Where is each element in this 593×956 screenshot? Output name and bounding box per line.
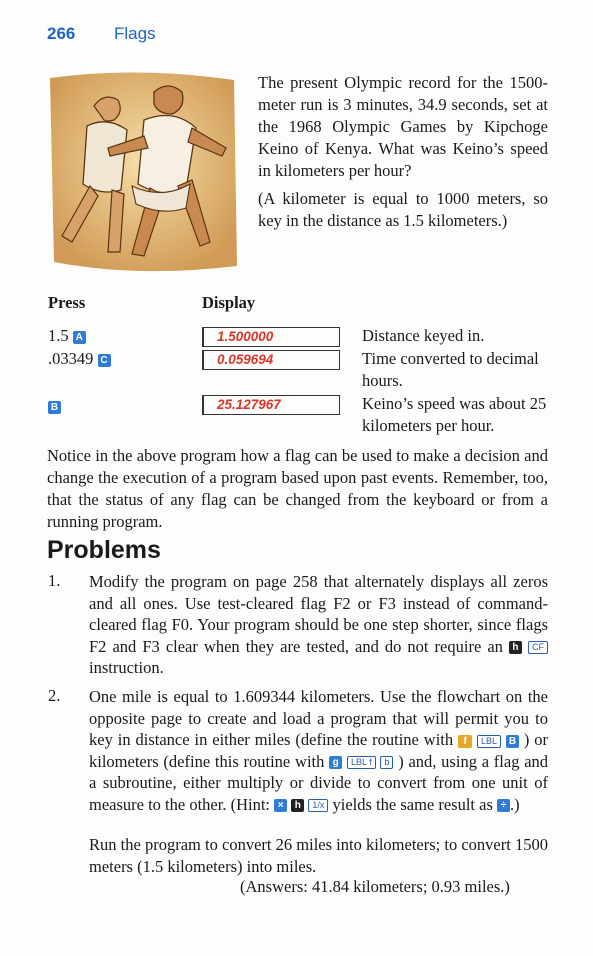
display-readout-1: 1.500000 bbox=[202, 327, 340, 347]
intro-text bbox=[258, 72, 548, 238]
press-row-2 bbox=[48, 349, 111, 369]
intro-paragraph-2: (A kilometer is equal to 1000 meters, so key in the distance as 1.5 kilometers.) bbox=[258, 189, 548, 230]
press-row-1 bbox=[48, 326, 86, 346]
runners-illustration bbox=[32, 66, 242, 278]
reciprocal-key-icon: 1/x bbox=[308, 799, 328, 812]
problem-2-number: 2. bbox=[48, 686, 61, 705]
h-key-icon: h bbox=[509, 641, 522, 654]
problem-2-text-b: ) or kilometers (define this routine with bbox=[89, 730, 549, 771]
display-readout-2: 0.059694 bbox=[202, 350, 340, 370]
problem-2-text-c: ) and, using a flag and a subroutine, either multiply or divide to convert from one unit of measure to the other. (Hint: bbox=[89, 751, 549, 814]
answers: (Answers: 41.84 kilometers; 0.93 miles.) bbox=[240, 877, 510, 896]
cf-key-icon: CF bbox=[528, 641, 548, 654]
problem-2-text-d: yields the same result as bbox=[332, 794, 493, 814]
press-value: 1.5 bbox=[48, 326, 69, 345]
lbl-f-key-icon: LBL f bbox=[347, 756, 376, 769]
problem-1-text-a: Modify the program on page 258 that alternately displays all zeros and all ones. Use test-cleared flag F2 or F3 instead of command-cleared flag F0. Your program should be one step shorter, since flags F2 and F3 clear when they are tested, and do not require an bbox=[89, 572, 548, 656]
problems-heading: Problems bbox=[47, 536, 161, 564]
flag-explanation-paragraph: Notice in the above program how a flag can be used to make a decision and change the execution of a program based upon past events. Remember, too, that the status of any flag can be changed from the keyboard or from a running program. bbox=[47, 446, 548, 531]
key-a-icon: A bbox=[73, 331, 86, 344]
problem-2-text-e: .) bbox=[510, 794, 520, 814]
key-c-icon: C bbox=[98, 354, 111, 367]
b-lower-key-icon: b bbox=[380, 756, 393, 769]
problem-2-text-a: One mile is equal to 1.609344 kilometers. Use the flowchart on the opposite page to create and load a program that will permit you to key in distance in either miles (define the routine with bbox=[89, 687, 548, 749]
note-1: Distance keyed in. bbox=[362, 326, 485, 345]
g-key-icon: g bbox=[329, 756, 342, 769]
h-key-icon: h bbox=[291, 799, 304, 812]
problem-1-text bbox=[89, 571, 548, 679]
run-instructions: Run the program to convert 26 miles into kilometers; to convert 1500 meters (1.5 kilometers) into miles. bbox=[89, 835, 548, 876]
press-row-3 bbox=[48, 396, 61, 416]
press-value: .03349 bbox=[48, 349, 94, 368]
page-number: 266 bbox=[47, 24, 76, 43]
problem-1-number: 1. bbox=[48, 571, 61, 590]
intro-paragraph-1: The present Olympic record for the 1500-meter run is 3 minutes, 34.9 seconds, set at the 1968 Olympic Games by Kipchoge Keino of Kenya. What was Keino’s speed in kilometers per hour? bbox=[258, 73, 548, 180]
display-readout-3: 25.127967 bbox=[202, 395, 340, 415]
lbl-key-icon: LBL bbox=[477, 735, 501, 748]
press-column-header: Press bbox=[48, 293, 86, 312]
chapter-title: Flags bbox=[114, 24, 156, 43]
b-key-icon: B bbox=[506, 735, 519, 748]
note-3: Keino’s speed was about 25 kilometers per hour. bbox=[362, 394, 547, 435]
f-key-icon: f bbox=[458, 735, 472, 748]
divide-key-icon: ÷ bbox=[497, 799, 510, 812]
display-column-header: Display bbox=[202, 293, 256, 312]
note-2: Time converted to decimal hours. bbox=[362, 349, 539, 390]
multiply-key-icon: × bbox=[274, 799, 287, 812]
key-b-icon: B bbox=[48, 401, 61, 414]
problem-2-text bbox=[89, 686, 548, 815]
problem-1-text-b: instruction. bbox=[89, 658, 164, 677]
